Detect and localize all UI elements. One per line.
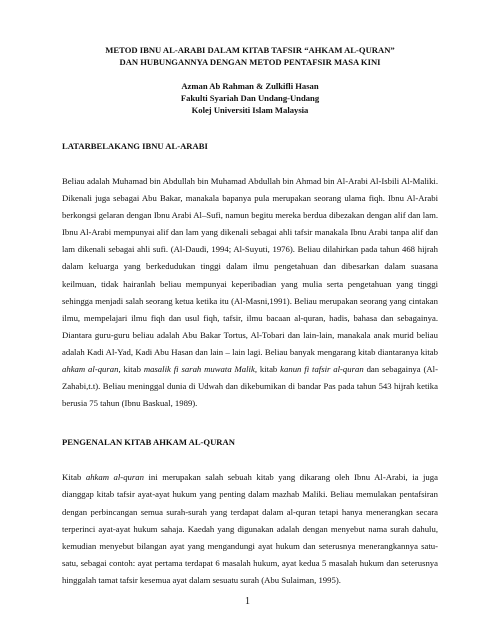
paragraph-text: Kitab bbox=[62, 472, 86, 483]
author-block bbox=[62, 80, 438, 116]
paper-title bbox=[62, 44, 438, 68]
author-institution: Kolej Universiti Islam Malaysia bbox=[191, 105, 309, 115]
title-line-1: METOD IBNU AL-ARABI DALAM KITAB TAFSIR “AHKAM AL-QURAN” bbox=[105, 45, 395, 55]
section-background-paragraph bbox=[62, 173, 438, 412]
book-title: masalik fi sarah muwata Malik, bbox=[143, 364, 257, 375]
title-line-2: DAN HUBUNGANNYA DENGAN METOD PENTAFSIR MASA KINI bbox=[119, 57, 381, 67]
page-number: 1 bbox=[245, 596, 250, 607]
author-names: Azman Ab Rahman & Zulkifli Hasan bbox=[181, 81, 319, 91]
author-faculty: Fakulti Syariah Dan Undang-Undang bbox=[180, 93, 320, 103]
section-introduction-paragraph bbox=[62, 469, 438, 589]
book-title: ahkam al-quran bbox=[62, 364, 119, 375]
paragraph-text: kitab bbox=[257, 364, 281, 375]
section-heading-introduction: PENGENALAN KITAB AHKAM AL-QURAN bbox=[62, 437, 235, 448]
paragraph-text: , kitab bbox=[118, 364, 144, 375]
paragraph-text: ini merupakan salah sebuah kitab yang dikarang oleh Ibnu Al-Arabi, ia juga dianggap kitab tafsir ayat-ayat hukum yang penting dalam mazhab Maliki. Beliau memulakan pentafsiran dengan perbincangan semua surah-surah yang terdapat dalam al-quran tetapi hanya menerangkan secara terperinci ayat-ayat hukum sahaja. Kaedah yang digunakan adalah dengan menyebut nama surah dahulu, kemudian menyebut bilangan ayat yang mengandungi ayat hukum dan seterusnya menerangkannya satu-satu, sebagai contoh: ayat pertama terdapat 6 masalah hukum, ayat kedua 5 masalah hukum dan seterusnya hinggalah tamat tafsir kesemua ayat dalam sesuatu surah (Abu Sulaiman, 1995). bbox=[62, 472, 438, 585]
paragraph-text: dan sebagainya (Al-Zahabi,t.t). Beliau meninggal dunia di Udwah dan dikebumikan di bandar Pas pada tahun 543 hijrah ketika berusia 75 tahun (Ibnu Baskual, 1989). bbox=[62, 364, 438, 409]
paragraph-text: Beliau adalah Muhamad bin Abdullah bin Muhamad Abdullah bin Ahmad bin Al-Arabi Al-Isbili Al-Maliki. Dikenali juga sebagai Abu Bakar, manakala bapanya pula merupakan seorang ulama fiqh. Ibnu Al-Arabi berkongsi gelaran dengan Ibnu Arabi Al–Sufi, namun begitu mereka berdua dibezakan dengan alif dan lam. Ibnu Al-Arabi mempunyai alif dan lam yang dikenali sebagai ahli tafsir manakala Ibnu Arabi tanpa alif dan lam dikenali sebagai ahli sufi. (Al-Daudi, 1994; Al-Suyuti, 1976). Beliau dilahirkan pada tahun 468 hijrah dalam keluarga yang berkedudukan tinggi dalam ilmu pengetahuan dan dibesarkan dalam suasana keilmuan, tidak hairanlah beliau mempunyai keperibadian yang mulia serta pengetahuan yang tinggi sehingga menjadi salah seorang ketua ketika itu (Al-Masni,1991). Beliau merupakan seorang yang cintakan ilmu, mempelajari ilmu fiqh dan usul fiqh, tafsir, ilmu bacaan al-quran, hadis, bahasa dan sebagainya. Diantara guru-guru beliau adalah Abu Bakar Tortus, Al-Tobari dan lain-lain, manakala anak murid beliau adalah Kadi Al-Yad, Kadi Abu Hasan dan lain – lain lagi. Beliau banyak mengarang kitab diantaranya kitab bbox=[62, 176, 438, 357]
book-title: ahkam al-quran bbox=[85, 472, 144, 483]
section-heading-background: LATARBELAKANG IBNU AL-ARABI bbox=[62, 141, 208, 151]
book-title: kanun fi tafsir al-quran bbox=[280, 364, 364, 375]
